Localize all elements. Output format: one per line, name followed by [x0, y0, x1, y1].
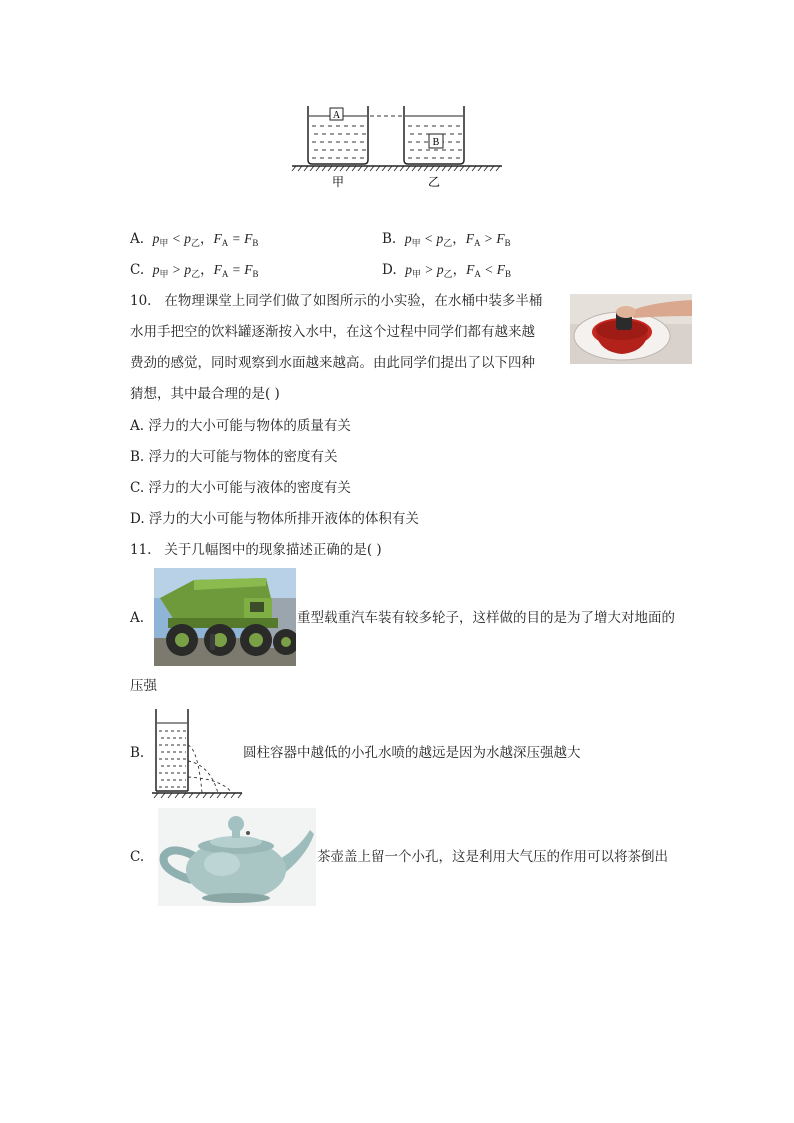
q11-option-c-text: 茶壶盖上留一个小孔，这是利用大气压的作用可以将茶倒出	[317, 849, 668, 865]
q11-option-b-text: 圆柱容器中越低的小孔水喷的越远是因为水越深压强越大	[243, 745, 581, 761]
block-b-label: B	[432, 137, 440, 148]
q11-stem: 11. 关于几幅图中的现象描述正确的是( )	[130, 542, 382, 558]
caption-yi: 乙	[427, 175, 441, 189]
q10-option-a[interactable]: A. 浮力的大小可能与物体的质量有关	[130, 418, 351, 434]
q9-option-c[interactable]: C. $p_甲 > p_乙$，$F_A = F_B$	[130, 262, 259, 279]
q9-option-b[interactable]: B. $p_甲 < p_乙$，$F_A > F_B$	[382, 231, 511, 248]
q10-option-c[interactable]: C. 浮力的大小可能与液体的密度有关	[130, 480, 351, 496]
q11-option-c-key[interactable]: C.	[130, 849, 145, 865]
q10-stem-line-1: 10. 在物理课堂上同学们做了如图所示的小实验，在水桶中装多半桶	[130, 293, 543, 309]
q11-option-b-key[interactable]: B.	[130, 745, 145, 761]
teapot-photo	[158, 808, 316, 906]
q10-option-b[interactable]: B. 浮力的大可能与物体的密度有关	[130, 449, 338, 465]
q9-option-a[interactable]: A. $p_甲 < p_乙$，$F_A = F_B$	[130, 231, 259, 248]
water-jet-container-figure	[150, 705, 245, 800]
bucket-experiment-photo	[570, 294, 692, 364]
q10-stem-line-3: 费劲的感觉，同时观察到水面越来越高。由此同学们提出了以下四种	[130, 355, 535, 371]
q11-option-a-text: 重型载重汽车装有较多轮子，这样做的目的是为了增大对地面的	[297, 610, 675, 626]
block-a-label: A	[332, 110, 341, 121]
q9-option-d[interactable]: D. $p_甲 > p_乙$，$F_A < F_B$	[382, 262, 512, 279]
q10-option-d[interactable]: D. 浮力的大小可能与物体所排开液体的体积有关	[130, 511, 419, 527]
q11-option-a-key[interactable]: A.	[130, 610, 145, 626]
caption-jia: 甲	[331, 175, 345, 189]
containers-figure	[290, 98, 505, 193]
q11-option-a-text-cont: 压强	[130, 678, 157, 694]
truck-photo	[154, 568, 296, 666]
q10-stem-line-2: 水用手把空的饮料罐逐渐按入水中，在这个过程中同学们都有越来越	[130, 324, 535, 340]
q10-stem-line-4: 猜想，其中最合理的是( )	[130, 386, 280, 402]
